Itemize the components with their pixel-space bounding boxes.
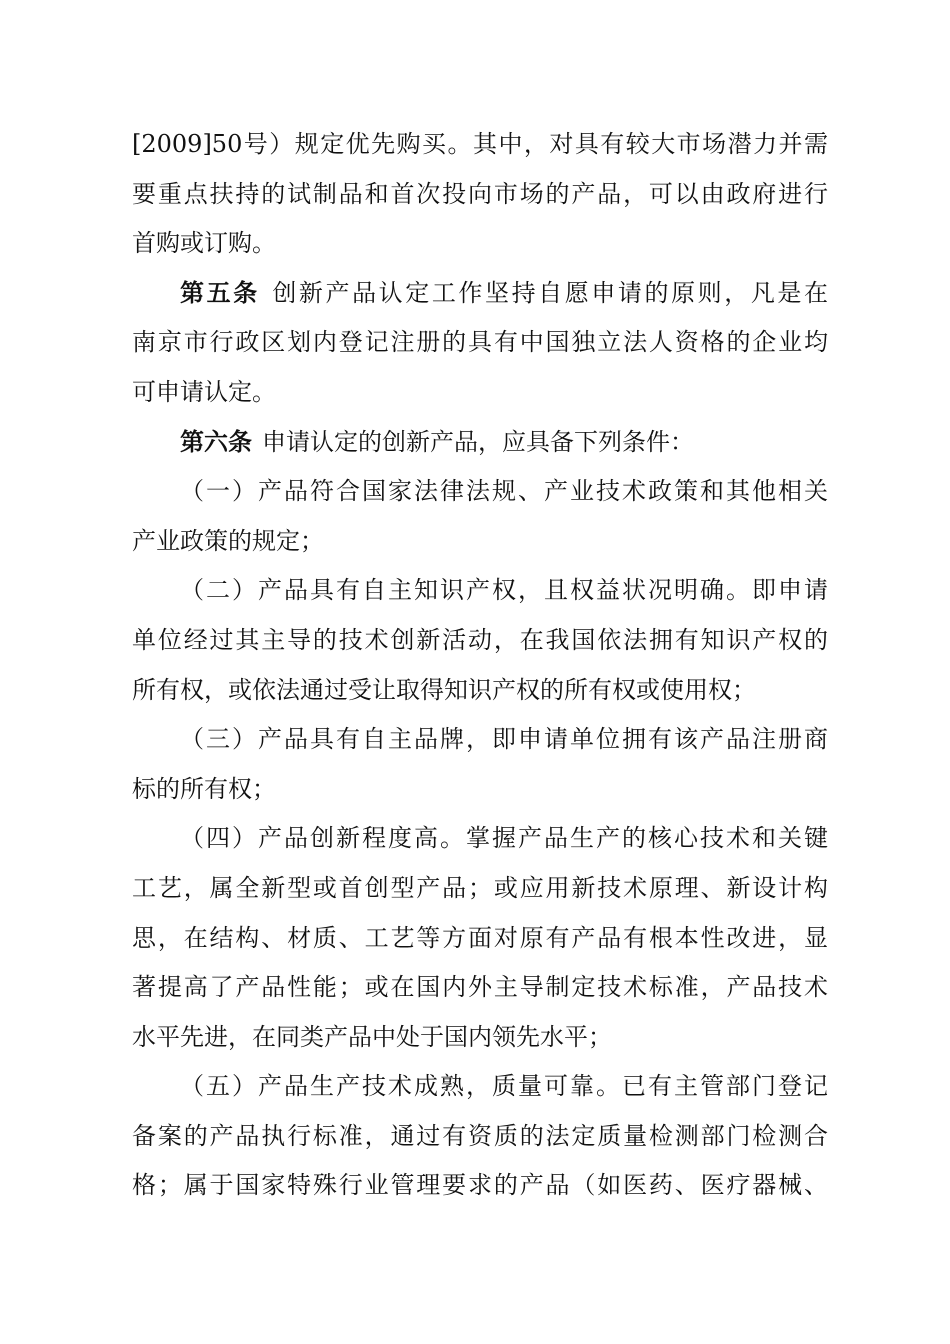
text-line: 著提高了产品性能；或在国内外主导制定技术标准，产品技术	[132, 973, 828, 1002]
text-line: 南京市行政区划内登记注册的具有中国独立法人资格的企业均	[132, 328, 828, 357]
text-line: 备案的产品执行标准，通过有资质的法定质量检测部门检测合	[132, 1121, 828, 1150]
article-five-label: 第五条	[180, 278, 260, 307]
text-line: 可申请认定。	[132, 377, 276, 406]
text-line: 标的所有权；	[132, 774, 276, 803]
text-line: 单位经过其主导的技术创新活动，在我国依法拥有知识产权的	[132, 625, 828, 654]
clause-four-line: （四）产品创新程度高。掌握产品生产的核心技术和关键	[180, 824, 828, 853]
clause-one-line: （一）产品符合国家法律法规、产业技术政策和其他相关	[180, 477, 828, 506]
text-line: 产业政策的规定；	[132, 526, 324, 555]
text-line: 水平先进，在同类产品中处于国内领先水平；	[132, 1022, 612, 1051]
article-six-line	[132, 418, 828, 468]
text-line: 首购或订购。	[132, 229, 276, 258]
text-line: 所有权，或依法通过受让取得知识产权的所有权或使用权；	[132, 675, 756, 704]
article-six-text: 申请认定的创新产品，应具备下列条件：	[262, 427, 694, 456]
clause-five-line: （五）产品生产技术成熟，质量可靠。已有主管部门登记	[180, 1072, 828, 1101]
text-line: 格；属于国家特殊行业管理要求的产品（如医药、医疗器械、	[132, 1171, 828, 1200]
document-body	[132, 120, 828, 1211]
clause-two-line: （二）产品具有自主知识产权，且权益状况明确。即申请	[180, 576, 828, 605]
text-line: [2009]50号）规定优先购买。其中，对具有较大市场潜力并需	[132, 130, 828, 158]
text-line: 思，在结构、材质、工艺等方面对原有产品有根本性改进，显	[132, 923, 828, 952]
clause-three-line: （三）产品具有自主品牌，即申请单位拥有该产品注册商	[180, 725, 828, 754]
article-five-text: 创新产品认定工作坚持自愿申请的原则，凡是在	[269, 278, 828, 307]
article-five-line	[132, 269, 828, 319]
article-six-label: 第六条	[180, 427, 252, 456]
text-line: 工艺，属全新型或首创型产品；或应用新技术原理、新设计构	[132, 873, 828, 902]
text-line: 要重点扶持的试制品和首次投向市场的产品，可以由政府进行	[132, 179, 828, 208]
